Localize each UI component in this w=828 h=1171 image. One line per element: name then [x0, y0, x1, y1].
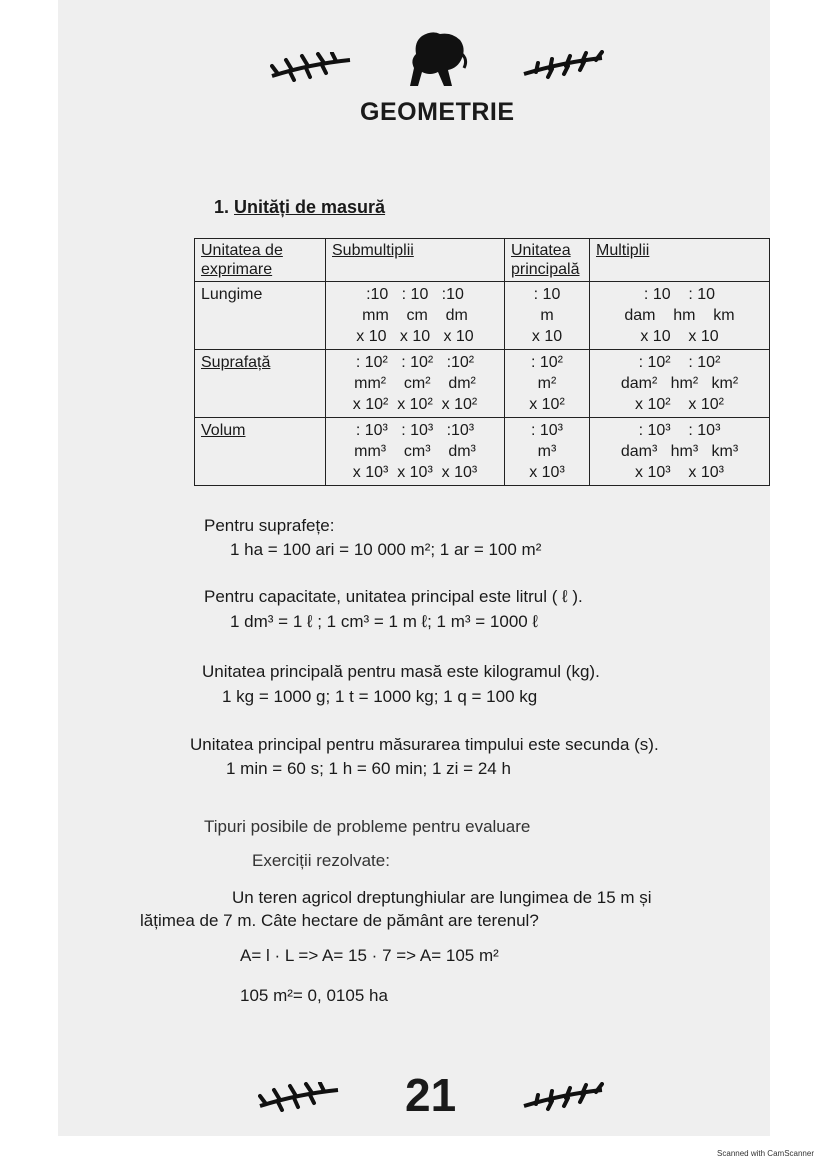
cell-line: x 10² x 10²: [635, 396, 724, 413]
solution-line2: 105 m²= 0, 0105 ha: [240, 986, 388, 1005]
cell-line: mm² cm² dm²: [354, 375, 476, 392]
cell-line: dam hm km: [624, 307, 735, 324]
cell-line: x 10²: [529, 396, 565, 413]
header-unit-expression: Unitatea de exprimare: [195, 239, 326, 282]
multiples-cell: [590, 282, 770, 350]
cell-line: : 10: [533, 286, 561, 303]
page-title: GEOMETRIE: [360, 98, 515, 126]
cell-line: : 10² : 10²: [638, 354, 721, 371]
header-main-unit: Unitatea principală: [505, 239, 590, 282]
cell-line: : 10 : 10: [643, 286, 716, 303]
section-number: 1.: [214, 197, 230, 217]
surfaces-label: Pentru suprafețe:: [204, 516, 335, 535]
table-header-row: [195, 239, 770, 282]
cell-line: x 10 x 10 x 10: [356, 328, 474, 345]
header-multiples: Multiplii: [590, 239, 770, 282]
cell-line: x 10³ x 10³: [635, 464, 724, 481]
time-label: Unitatea principal pentru măsurarea timpului este secunda (s).: [190, 735, 659, 754]
table-row: [195, 418, 770, 486]
main-unit-cell: [505, 350, 590, 418]
multiples-cell: [590, 418, 770, 486]
table-row: [195, 282, 770, 350]
section-heading: [214, 197, 385, 218]
row-category: Volum: [195, 418, 326, 486]
cell-line: mm³ cm³ dm³: [354, 443, 476, 460]
mass-label: Unitatea principală pentru masă este kilogramul (kg).: [202, 662, 600, 681]
section-title: Unități de masură: [234, 197, 386, 217]
units-table: [194, 238, 770, 486]
multiples-cell: [590, 350, 770, 418]
capacity-equation: 1 dm³ = 1 ℓ ; 1 cm³ = 1 m ℓ; 1 m³ = 1000 ℓ: [230, 612, 538, 631]
row-category: Lungime: [195, 282, 326, 350]
solution-line1: A= l · L => A= 15 · 7 => A= 105 m²: [240, 946, 499, 965]
problems-heading: Tipuri posibile de probleme pentru evaluare: [204, 817, 531, 836]
page-number: 21: [405, 1069, 457, 1121]
cell-line: mm cm dm: [362, 307, 468, 324]
laurel-branch-left-icon: [270, 52, 354, 82]
row-category: Suprafață: [195, 350, 326, 418]
lion-icon: [404, 30, 468, 90]
cell-line: : 10³ : 10³ :10³: [355, 422, 475, 439]
main-unit-cell: [505, 282, 590, 350]
submultiples-cell: [326, 282, 505, 350]
laurel-branch-right-icon: [520, 1082, 604, 1112]
surfaces-equation: 1 ha = 100 ari = 10 000 m²; 1 ar = 100 m²: [230, 540, 542, 559]
cell-line: x 10³: [529, 464, 565, 481]
capacity-label: Pentru capacitate, unitatea principal este litrul ( ℓ ).: [204, 587, 583, 606]
cell-line: : 10²: [530, 354, 563, 371]
laurel-branch-left-icon: [258, 1082, 342, 1112]
mass-equation: 1 kg = 1000 g; 1 t = 1000 kg; 1 q = 100 kg: [222, 687, 538, 706]
header-submultiples: Submultiplii: [326, 239, 505, 282]
cell-line: :10 : 10 :10: [366, 286, 464, 303]
problems-subheading: Exerciții rezolvate:: [252, 851, 390, 870]
cell-line: x 10² x 10² x 10²: [352, 396, 478, 413]
time-equation: 1 min = 60 s; 1 h = 60 min; 1 zi = 24 h: [226, 759, 511, 778]
problem-statement-line1: Un teren agricol dreptunghiular are lungimea de 15 m și: [232, 888, 652, 907]
cell-line: m³: [537, 443, 557, 460]
cell-line: : 10³: [530, 422, 563, 439]
laurel-branch-right-icon: [520, 50, 604, 80]
submultiples-cell: [326, 350, 505, 418]
table-row: [195, 350, 770, 418]
cell-line: dam³ hm³ km³: [620, 443, 739, 460]
cell-line: : 10³ : 10³: [638, 422, 721, 439]
main-unit-cell: [505, 418, 590, 486]
cell-line: dam² hm² km²: [620, 375, 739, 392]
cell-line: m²: [537, 375, 557, 392]
scanner-watermark: Scanned with CamScanner: [717, 1149, 814, 1158]
problem-statement-line2: lățimea de 7 m. Câte hectare de pământ are terenul?: [140, 911, 539, 930]
cell-line: m: [540, 307, 554, 324]
submultiples-cell: [326, 418, 505, 486]
cell-line: x 10³ x 10³ x 10³: [352, 464, 478, 481]
cell-line: x 10: [531, 328, 563, 345]
cell-line: : 10² : 10² :10²: [355, 354, 475, 371]
cell-line: x 10 x 10: [640, 328, 719, 345]
